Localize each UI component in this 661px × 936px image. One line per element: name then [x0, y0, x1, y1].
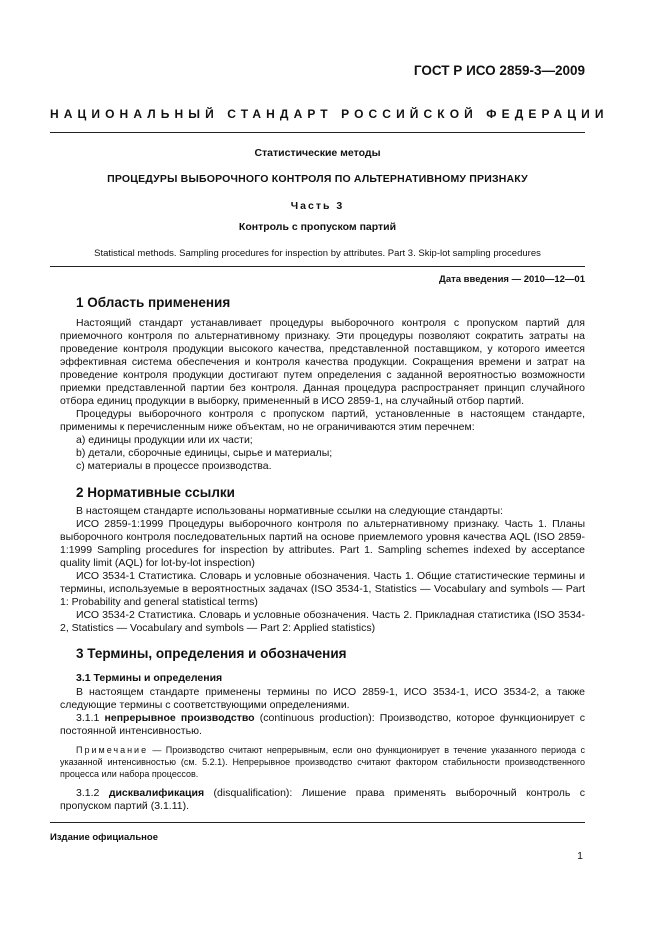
section-2-intro: В настоящем стандарте использованы нормативные ссылки на следующие стандарты:	[76, 505, 503, 517]
term-3-1-1	[60, 712, 585, 738]
term-number: 3.1.2	[76, 787, 100, 799]
title-english: Statistical methods. Sampling procedures for inspection by attributes. Part 3. Skip-lot sampling procedures	[94, 248, 541, 259]
note-label: Примечание	[76, 745, 149, 755]
term-definition: (disqualification): Лишение права применять выборочный контроль с пропуском партий (3.1.11).	[60, 787, 585, 812]
term-name: дисквалификация	[108, 787, 205, 799]
section-3-body	[60, 686, 585, 738]
normative-reference: ИСО 3534-1 Статистика. Словарь и условные обозначения. Часть 1. Общие статистические термины и термины, используемые в вероятностных задачах (ISO 3534-1, Statistics — Vocabulary and symbols — Part 1: Probability and general statistical terms)	[60, 570, 585, 608]
note-block	[60, 744, 585, 780]
term-name: непрерывное производство	[104, 712, 255, 724]
list-item: b) детали, сборочные единицы, сырье и материалы;	[76, 447, 333, 459]
term-3-1-2	[60, 787, 585, 813]
list-item: с) материалы в процессе производства.	[76, 460, 272, 472]
section-3-intro: В настоящем стандарте применены термины по ИСО 2859-1, ИСО 3534-1, ИСО 3534-2, а также следующие термины с соответствующими определениями.	[60, 686, 585, 711]
title-main: ПРОЦЕДУРЫ ВЫБОРОЧНОГО КОНТРОЛЯ ПО АЛЬТЕРНАТИВНОМУ ПРИЗНАКУ	[107, 173, 528, 185]
page-number: 1	[577, 850, 583, 862]
section-1-paragraph-2: Процедуры выборочного контроля с пропуском партий, установленные в настоящем стандарте, применимы к перечисленным ниже объектам, но не ограничиваются этим перечнем:	[60, 408, 585, 433]
title-divider	[50, 266, 585, 267]
subsection-3-1-heading: 3.1 Термины и определения	[76, 672, 223, 684]
note-text: — Производство считают непрерывным, если оно функционирует в течение указанного периода с указанной интенсивностью (см. 5.2.1). Непрерывное производство считают фактором стабильности производственного процесса или набора процессов.	[60, 745, 585, 779]
section-1-heading: 1 Область применения	[76, 295, 231, 310]
title-subtitle: Контроль с пропуском партий	[238, 221, 397, 233]
footer-divider	[50, 822, 585, 823]
section-3-body-continued	[60, 787, 585, 813]
title-category: Статистические методы	[254, 147, 381, 159]
section-1-paragraph-1: Настоящий стандарт устанавливает процедуры выборочного контроля с пропуском партий для приемочного контроля по альтернативному признаку. Эти процедуры позволяют сократить затраты на проведение контроля продукции высокого качества, представленной поставщиком, у которого имеется эффективная система обеспечения и контроля качества продукции. Сокращения времени и затрат на проведение контроля продукции достигают путем определения с заданной вероятностью возможности приемки представленной партии без контроля. Данная процедура распространяет принцип случайного отбора единиц продукции в выборку, примененный в ИСО 2859-1, на случайный отбор партий.	[60, 317, 585, 407]
section-2-body	[60, 505, 585, 635]
term-number: 3.1.1	[76, 712, 100, 724]
section-2-heading: 2 Нормативные ссылки	[76, 485, 235, 500]
list-item: а) единицы продукции или их части;	[76, 434, 253, 446]
section-3-heading: 3 Термины, определения и обозначения	[76, 646, 347, 661]
national-standard-banner: НАЦИОНАЛЬНЫЙ СТАНДАРТ РОССИЙСКОЙ ФЕДЕРАЦИИ	[50, 107, 609, 121]
introduction-date: Дата введения — 2010—12—01	[439, 274, 585, 285]
term-definition: (continuous production): Производство, которое функционирует с постоянной интенсивностью.	[60, 712, 585, 737]
normative-reference: ИСО 3534-2 Статистика. Словарь и условные обозначения. Часть 2. Прикладная статистика (ISO 3534-2, Statistics — Vocabulary and symbols — Part 2: Applied statistics)	[60, 609, 585, 634]
document-designation: ГОСТ Р ИСО 2859-3—2009	[413, 63, 585, 78]
section-1-body	[60, 317, 585, 473]
normative-reference: ИСО 2859-1:1999 Процедуры выборочного контроля по альтернативному признаку. Часть 1. Планы выборочного контроля последовательных партий на основе приемлемого уровня качества AQL (ISO 2859-1:1999 Sampling procedures for inspection by attributes. Part 1. Sampling schemes indexed by acceptance quality limit (AQL) for lot-by-lot inspection)	[60, 518, 585, 569]
header-divider	[50, 132, 585, 133]
edition-label: Издание официальное	[50, 832, 158, 843]
title-part: Часть 3	[290, 200, 345, 212]
